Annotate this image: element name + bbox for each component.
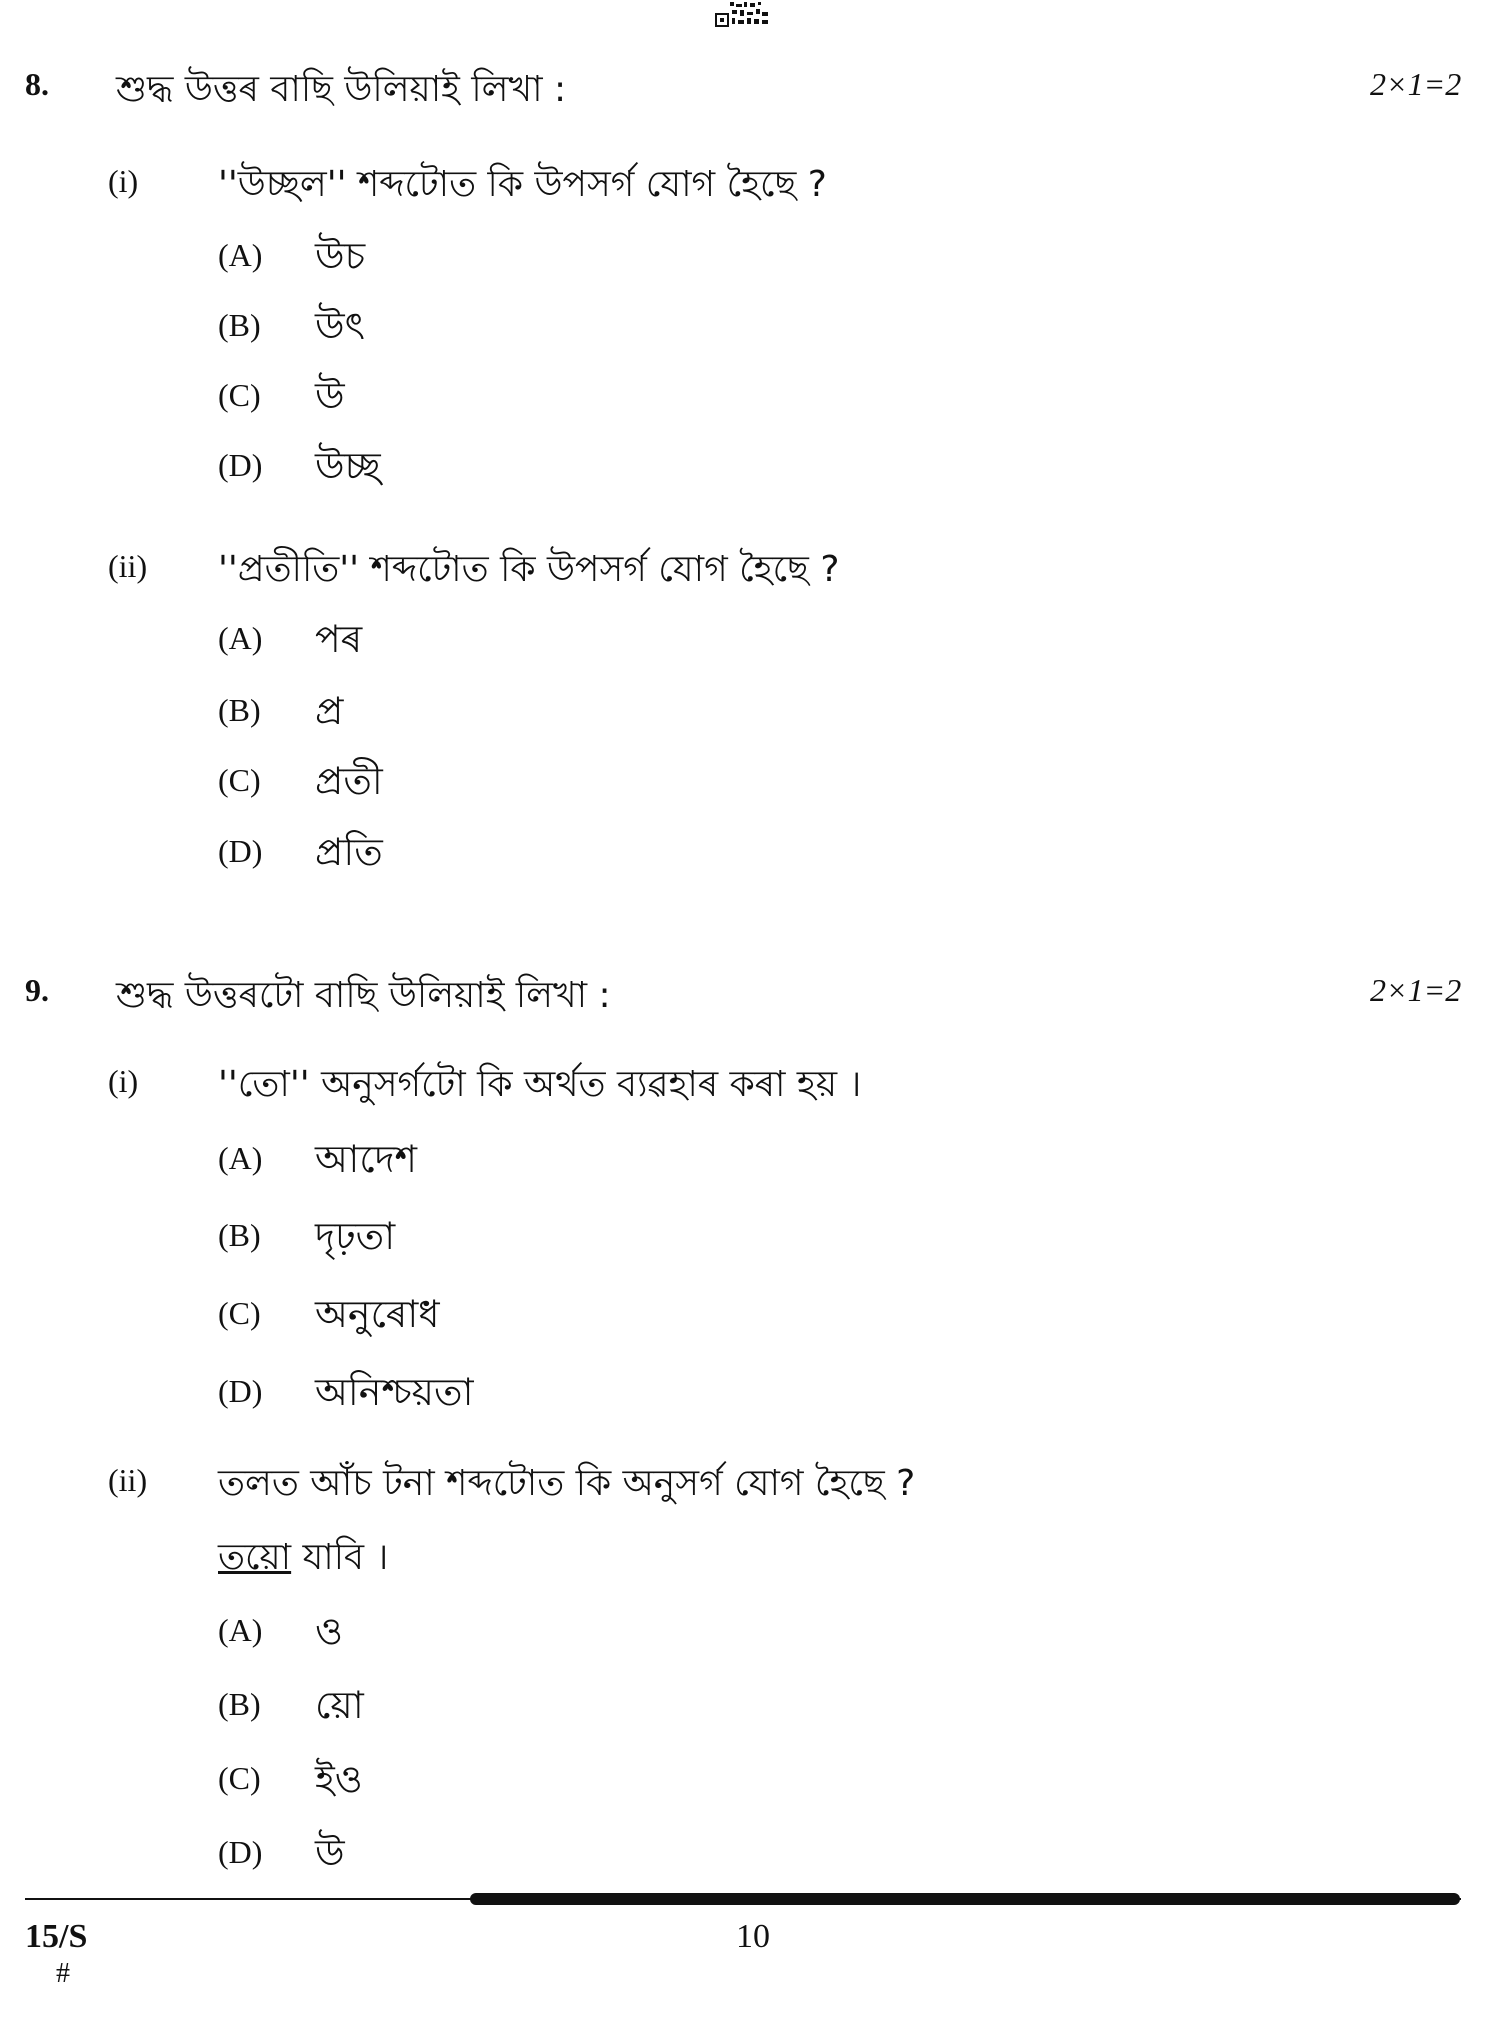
option-text: অনিশ্চয়তা (315, 1370, 474, 1414)
paper-code: 15/S (25, 1918, 88, 1955)
option-label: (C) (218, 377, 261, 413)
sub-question-text: তলত আঁচ টনা শব্দটোত কি অনুসৰ্গ যোগ হৈছে ? (218, 1463, 916, 1504)
option-label: (A) (218, 620, 263, 656)
question-marks: 2×1=2 (1370, 972, 1462, 1008)
question-instruction: শুদ্ধ উত্তৰ বাছি উলিয়াই লিখা : (116, 69, 567, 110)
footer-mark: # (56, 1958, 70, 1989)
option-text: অনুৰোধ (315, 1292, 440, 1336)
option-text: প্ৰ (315, 689, 344, 733)
question-number: 9. (25, 972, 49, 1008)
option-text: উৎ (315, 304, 365, 348)
option-label: (B) (218, 1686, 261, 1722)
option-text: প্ৰতি (315, 830, 383, 874)
option-text: য়ো (315, 1683, 364, 1727)
sub-question-label: (ii) (108, 1462, 148, 1498)
question-number: 8. (25, 66, 49, 102)
option-label: (A) (218, 1140, 263, 1176)
sub-question-text: ''তো'' অনুসৰ্গটো কি অৰ্থত ব্যৱহাৰ কৰা হয় । (218, 1064, 862, 1105)
option-label: (C) (218, 1760, 261, 1796)
option-label: (D) (218, 833, 263, 869)
option-text: ইও (315, 1757, 363, 1801)
option-label: (A) (218, 237, 263, 273)
option-label: (C) (218, 762, 261, 798)
option-label: (B) (218, 307, 261, 343)
option-text: উচ্ছ (315, 444, 381, 488)
page-number: 10 (736, 1918, 770, 1955)
question-marks: 2×1=2 (1370, 66, 1462, 102)
question-instruction: শুদ্ধ উত্তৰটো বাছি উলিয়াই লিখা : (116, 975, 611, 1016)
option-label: (B) (218, 692, 261, 728)
example-rest: যাবি । (291, 1537, 389, 1578)
option-label: (C) (218, 1295, 261, 1331)
option-text: উ (315, 374, 345, 418)
sub-question-label: (i) (108, 1063, 139, 1099)
underlined-word: তয়ো (218, 1537, 292, 1578)
footer-rule-thick (470, 1893, 1460, 1905)
example-sentence (218, 1530, 388, 1590)
sub-question-label: (ii) (108, 548, 148, 584)
option-text: উ (315, 1831, 345, 1875)
option-label: (D) (218, 447, 263, 483)
option-text: পৰ (315, 617, 363, 661)
option-label: (B) (218, 1217, 261, 1253)
option-text: প্ৰতী (315, 759, 383, 803)
option-text: উচ (315, 234, 366, 278)
option-label: (D) (218, 1373, 263, 1409)
sub-question-label: (i) (108, 163, 139, 199)
option-label: (D) (218, 1834, 263, 1870)
option-text: আদেশ (315, 1137, 418, 1181)
sub-question-text: ''প্ৰতীতি'' শব্দটোত কি উপসৰ্গ যোগ হৈছে ? (218, 549, 840, 590)
qr-code (714, 0, 772, 28)
option-text: ও (315, 1609, 343, 1653)
sub-question-text: ''উচ্ছল'' শব্দটোত কি উপসৰ্গ যোগ হৈছে ? (218, 164, 827, 205)
option-text: দৃঢ়তা (315, 1214, 396, 1258)
option-label: (A) (218, 1612, 263, 1648)
